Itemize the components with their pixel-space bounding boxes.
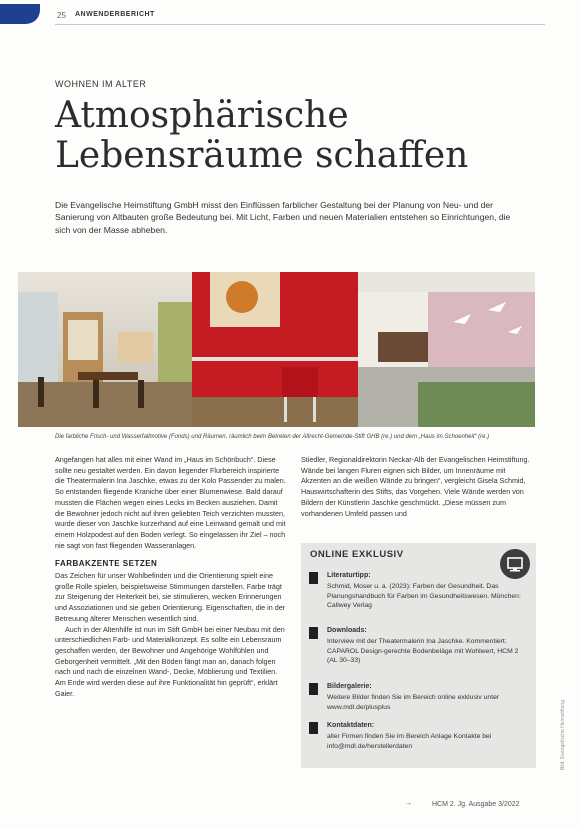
section-tab-marker bbox=[0, 4, 40, 24]
footer-issue: HCM 2. Jg. Ausgabe 3/2022 bbox=[432, 801, 520, 808]
page-number: 25 bbox=[57, 11, 66, 20]
article-photo bbox=[18, 272, 535, 427]
article-title: Atmosphärische Lebensräume schaffen bbox=[55, 95, 469, 176]
dining-room-drawing bbox=[18, 272, 192, 427]
section-label: ANWENDERBERICHT bbox=[75, 11, 155, 18]
monitor-icon bbox=[500, 549, 530, 579]
header-divider bbox=[55, 24, 545, 25]
red-wall-drawing bbox=[192, 272, 358, 427]
photo-credit-vertical: Bild: Evangelische Heimstiftung bbox=[560, 700, 566, 771]
subheading: FARBAKZENTE SETZEN bbox=[55, 559, 158, 569]
article-intro: Die Evangelische Heimstiftung GmbH misst den Einflüssen farblicher Gestaltung bei der Planung von Neu- und der Sanierung von Altbauten große Bedeutung bei. Mit Licht, Farben und neuen Materialien entstehen so Einrichtungen, die sich von der Masse abheben. bbox=[55, 200, 511, 235]
lobby-drawing bbox=[358, 272, 535, 427]
download-icon bbox=[309, 627, 318, 639]
body-column-right bbox=[301, 455, 533, 519]
article-kicker: WOHNEN IM ALTER bbox=[55, 79, 147, 89]
book-icon bbox=[309, 572, 318, 584]
body-paragraph: Angefangen hat alles mit einer Wand im „Haus im Schönbuch“. Diese sollte neu gestaltet werden. Ein davon liegender Flurbereich inspirierte die Theatermalerin Ina Jaschke, etwas zu der Kolo Passender zu malen. So entstanden fliegende Kraniche über einer Blumenwiese. Bald darauf mussten die Flächen wegen eines Lecks im Becken ausziehen. Damit die Bewohner jedoch nicht auf ihren geliebten Teich verzichten mussten, wurde dieser von Jaschke kurzerhand auf eine Leinwand gemalt und mit einem Holzpodest auf den Boden verlegt. So eingelassen ihr Ziel – noch nie sagt von fast fliegenden Wasseranlagen. bbox=[55, 455, 286, 550]
photo-red-wall bbox=[192, 272, 358, 427]
online-exclusive-title: ONLINE EXKLUSIV bbox=[310, 549, 404, 560]
gallery-icon bbox=[309, 683, 318, 695]
body-paragraph: Das Zeichen für unser Wohlbefinden und die Orientierung spielt eine große Rolle spielen, beispielsweise Stimmungen darstellen. Farbe trägt zur Steigerung der Heiterkeit bei, sie stimulieren, wecken Erinnerungen und Assoziationen und sie geben Orientierung. Eigenschaften, die in der Betreuung älterer Menschen wesentlich sind. bbox=[55, 571, 286, 623]
photo-dining-room bbox=[18, 272, 192, 427]
body-column-left bbox=[55, 455, 287, 699]
continue-arrow-icon: → bbox=[405, 800, 412, 807]
contact-icon bbox=[309, 722, 318, 734]
body-paragraph: Stiedler, Regionaldirektorin Neckar-Alb der Evangelischen Heimstiftung. Wände bei langen Fluren eignen sich Bilder, um Innenräume mit Akzenten an die weißen Wände zu bringen“, vergleicht Gisela Schmid, Hauswirtschafterin des Stifts, das Vorgehen. Viele Wände werden von Bildern der Künstlerin Jaschke geschmückt. „Diese müssen zum vorhandenen Umfeld passen und bbox=[301, 455, 530, 518]
photo-lobby-crane-mural bbox=[358, 272, 535, 427]
photo-caption: Die farbliche Frisch- und Wasserfallmotive (Fonds) und Räumen, räumlich beim Betreten der Altrecht-Gemeinde-Stift GHB (re.) und dem „Haus im Schoenheit“ (re.) bbox=[55, 434, 490, 440]
body-paragraph: Auch in der Altenhilfe ist nun im Stift GmbH bei einer Neubau mit den unterschiedlichen Farb- und Materialkonzept. Es sollte ein Lebensraum geschaffen werden, der Bewohner und Angehörige Wohlfühlen und Geborgenheit vermittelt. „Mit den Böden fängt man an, danach folgen nach und nach die einzelnen Wand-, Decke, Möblierung und Textilien. Am Ende wird werden diese auf ihre Funktionalität hin geprüft“, erklärt Gaier. bbox=[55, 624, 285, 698]
